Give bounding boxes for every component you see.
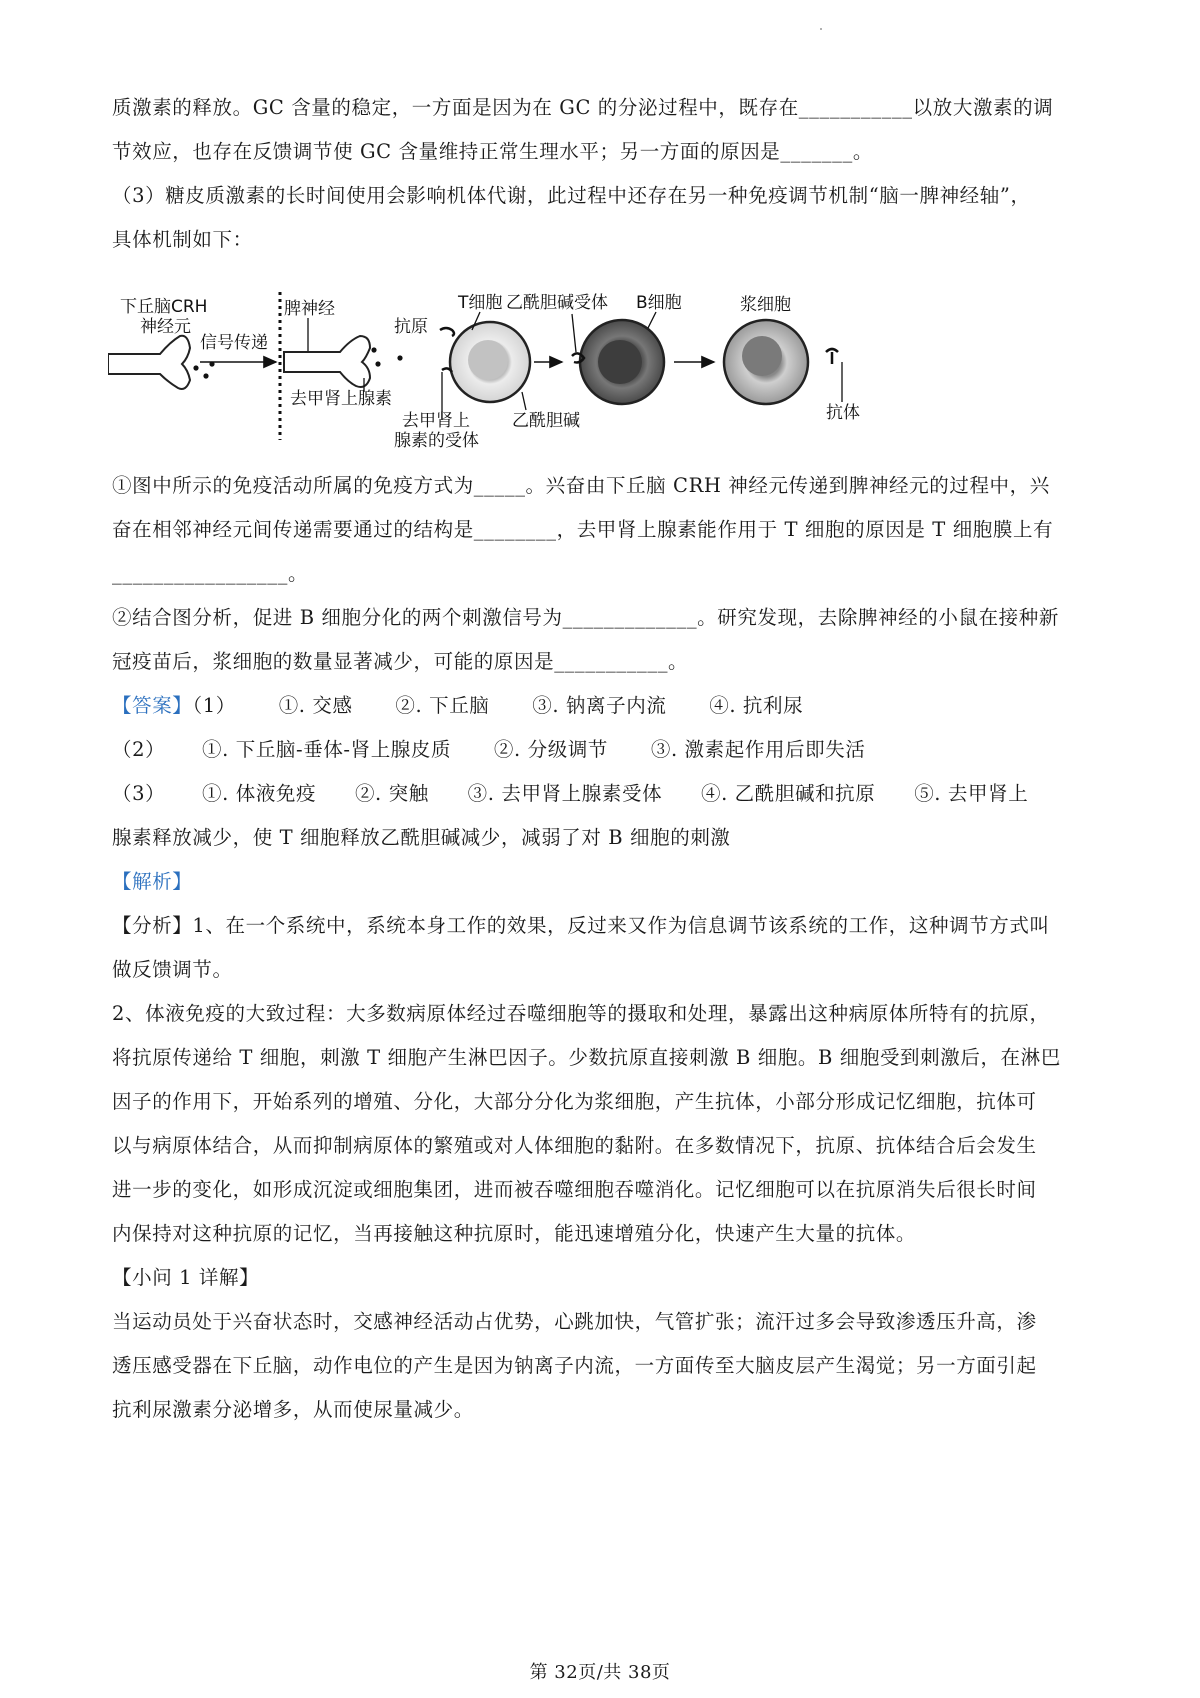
answer-item: ①. 交感 — [278, 694, 353, 717]
text-line: 质激素的释放。GC 含量的稳定，一方面是因为在 GC 的分泌过程中，既存在___________以放大激素的调 — [112, 96, 1054, 119]
ne-receptor-label: 腺素的受体 — [394, 431, 479, 451]
question-number: （1） — [192, 694, 236, 717]
acetylcholine-label: 乙酰胆碱 — [512, 411, 580, 431]
spleen-nerve-axon — [284, 336, 370, 387]
crh-neuron-axon — [108, 336, 190, 389]
antigen-label: 抗原 — [394, 317, 428, 337]
neurotransmitter-dot — [203, 373, 208, 378]
text-line: 2、体液免疫的大致过程：大多数病原体经过吞噬细胞等的摄取和处理，暴露出这种病原体所特有的抗原， — [112, 1002, 1050, 1025]
answer-item: ④. 乙酰胆碱和抗原 — [700, 782, 876, 805]
answer-item: ③. 钠离子内流 — [532, 694, 667, 717]
answer-line-1 — [112, 691, 1102, 721]
subquestion-heading: 【小问 1 详解】 — [112, 1266, 260, 1289]
text-line: （3）糖皮质激素的长时间使用会影响机体代谢，此过程中还存在另一种免疫调节机制“脑一脾神经轴”， — [112, 184, 1031, 207]
norepinephrine-dot — [397, 355, 402, 360]
question-number: （3） — [112, 782, 166, 805]
neurotransmitter-dot — [193, 365, 198, 370]
ach-receptor-label: 乙酰胆碱受体 — [506, 293, 608, 313]
scan-speck — [820, 28, 822, 30]
label-leader — [522, 392, 526, 410]
page-footer: 第 32页/共 38页 — [529, 1662, 671, 1683]
answer-item: ②. 突触 — [354, 782, 429, 805]
text-line: 将抗原传递给 T 细胞，刺激 T 细胞产生淋巴因子。少数抗原直接刺激 B 细胞。B 细胞受到刺激后，在淋巴 — [112, 1046, 1061, 1069]
question-number: （2） — [112, 738, 166, 761]
answer-item: ⑤. 去甲肾上 — [914, 782, 1029, 805]
crh-neuron-label: 下丘脑CRH — [120, 297, 208, 317]
text-line: 透压感受器在下丘脑，动作电位的产生是因为钠离子内流，一方面传至大脑皮层产生渴觉；另一方面引起 — [112, 1354, 1037, 1377]
text-line: 节效应，也存在反馈调节使 GC 含量维持正常生理水平；另一方面的原因是_______。 — [112, 140, 873, 163]
analysis-tag: 【解析】 — [112, 870, 193, 893]
text-line: 具体机制如下： — [112, 228, 253, 251]
signal-label: 信号传递 — [200, 333, 268, 353]
spleen-nerve-label: 脾神经 — [284, 299, 335, 319]
text-line: 奋在相邻神经元间传递需要通过的结构是________，去甲肾上腺素能作用于 T 细胞的原因是 T 细胞膜上有 — [112, 518, 1054, 541]
ne-receptor-icon — [442, 368, 452, 372]
plasma-cell-nucleus — [742, 336, 782, 376]
answer-item: ①. 下丘脑-垂体-肾上腺皮质 — [202, 738, 452, 761]
answer-tag: 【答案】 — [112, 694, 193, 717]
answer-line-2 — [112, 735, 1102, 765]
label-leader — [572, 314, 576, 352]
plasma-cell-label: 浆细胞 — [740, 295, 791, 315]
text-line: 当运动员处于兴奋状态时，交感神经活动占优势，心跳加快，气管扩张；流汗过多会导致渗透压升高，渗 — [112, 1310, 1037, 1333]
b-cell-label: B细胞 — [636, 293, 682, 313]
text-line: 冠疫苗后，浆细胞的数量显著减少，可能的原因是___________。 — [112, 650, 689, 673]
antigen-receptor-icon — [440, 328, 454, 336]
text-line: 腺素释放减少，使 T 细胞释放乙酰胆碱减少，减弱了对 B 细胞的刺激 — [112, 826, 731, 849]
text-line: 抗利尿激素分泌增多，从而使尿量减少。 — [112, 1398, 474, 1421]
t-cell-nucleus — [468, 340, 508, 380]
text-line: 【分析】1、在一个系统中，系统本身工作的效果，反过来又作为信息调节该系统的工作，这种调节方式叫 — [112, 914, 1050, 937]
crh-neuron-label: 神经元 — [140, 317, 191, 337]
text-line: 内保持对这种抗原的记忆，当再接触这种抗原时，能迅速增殖分化，快速产生大量的抗体。 — [112, 1222, 917, 1245]
ne-receptor-label: 去甲肾上 — [402, 411, 470, 431]
answer-line-3 — [112, 779, 1102, 809]
answer-item: ①. 体液免疫 — [202, 782, 317, 805]
norepinephrine-dot — [375, 361, 380, 366]
b-cell-nucleus — [598, 340, 642, 384]
text-line: 以与病原体结合，从而抑制病原体的繁殖或对人体细胞的黏附。在多数情况下，抗原、抗体结合后会发生 — [112, 1134, 1037, 1157]
text-line: 做反馈调节。 — [112, 958, 233, 981]
brain-spleen-axis-diagram — [108, 292, 958, 482]
answer-item: ②. 分级调节 — [493, 738, 609, 761]
answer-item: ③. 去甲肾上腺素受体 — [467, 782, 663, 805]
text-line: 因子的作用下，开始系列的增殖、分化，大部分分化为浆细胞，产生抗体，小部分形成记忆细胞，抗体可 — [112, 1090, 1037, 1113]
antibody-icon — [826, 349, 838, 364]
text-line: ①图中所示的免疫活动所属的免疫方式为_____。兴奋由下丘脑 CRH 神经元传递到脾神经元的过程中，兴 — [112, 474, 1050, 497]
label-leader — [648, 312, 656, 328]
answer-item: ④. 抗利尿 — [709, 694, 804, 717]
answer-item: ③. 激素起作用后即失活 — [650, 738, 866, 761]
answer-item: ②. 下丘脑 — [395, 694, 490, 717]
text-line: _________________。 — [112, 562, 309, 585]
text-line: 进一步的变化，如形成沉淀或细胞集团，进而被吞噬细胞吞噬消化。记忆细胞可以在抗原消失后很长时间 — [112, 1178, 1037, 1201]
antibody-label: 抗体 — [826, 403, 860, 423]
norepinephrine-label: 去甲肾上腺素 — [290, 389, 392, 409]
text-line: ②结合图分析，促进 B 细胞分化的两个刺激信号为_____________。研究发现，去除脾神经的小鼠在接种新 — [112, 606, 1059, 629]
t-cell-label: T细胞 — [458, 293, 503, 313]
norepinephrine-dot — [371, 347, 376, 352]
